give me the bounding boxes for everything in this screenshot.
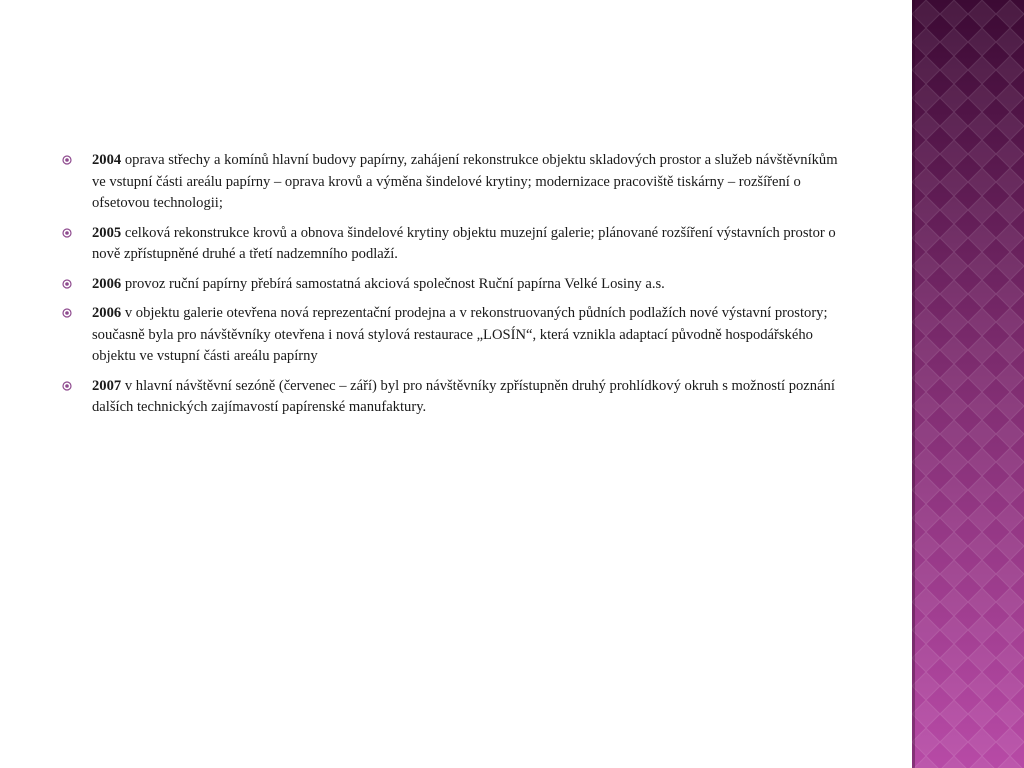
item-text: v objektu galerie otevřena nová reprezentační prodejna a v rekonstruovaných půdních podlažích nové výstavní prostory; současně byla pro návštěvníky otevřena i nová stylová restaurace „LOSÍN“, která vznikla adaptací původně hospodářského objektu ve vstupní části areálu papírny <box>92 305 828 364</box>
item-text: celková rekonstrukce krovů a obnova šindelové krytiny objektu muzejní galerie; plánované rozšíření výstavních prostor o nově zpřístupněné druhé a třetí nadzemního podlaží. <box>92 224 836 262</box>
decorative-side-panel <box>912 0 1024 768</box>
circle-bullet-icon <box>62 228 72 238</box>
year-label: 2005 <box>92 224 122 241</box>
circle-bullet-icon <box>62 381 72 391</box>
circle-bullet-icon <box>62 155 72 165</box>
list-item <box>62 223 842 266</box>
item-text: provoz ruční papírny přebírá samostatná akciová společnost Ruční papírna Velké Losiny a.s. <box>124 275 665 292</box>
diamond-pattern <box>912 0 1024 768</box>
list-item <box>62 150 842 215</box>
list-item <box>62 303 842 368</box>
circle-bullet-icon <box>62 279 72 289</box>
item-text: v hlavní návštěvní sezóně (červenec – září) byl pro návštěvníky zpřístupněn druhý prohlídkový okruh s možností poznání dalších technických zajímavostí papírenské manufaktury. <box>92 377 835 415</box>
circle-bullet-icon <box>62 308 72 318</box>
year-label: 2006 <box>92 275 122 292</box>
year-label: 2004 <box>92 152 122 168</box>
year-label: 2006 <box>92 305 122 321</box>
item-text: oprava střechy a komínů hlavní budovy papírny, zahájení rekonstrukce objektu skladových prostor a služeb návštěvníkům ve vstupní části areálu papírny – oprava krovů a výměna šindelové krytiny; modernizace pracoviště tiskárny – rozšíření o ofsetovou technologii; <box>92 152 838 211</box>
year-label: 2007 <box>92 377 122 394</box>
timeline-list <box>62 150 842 419</box>
list-item <box>62 274 842 296</box>
list-item <box>62 376 842 419</box>
slide-content <box>62 150 842 427</box>
